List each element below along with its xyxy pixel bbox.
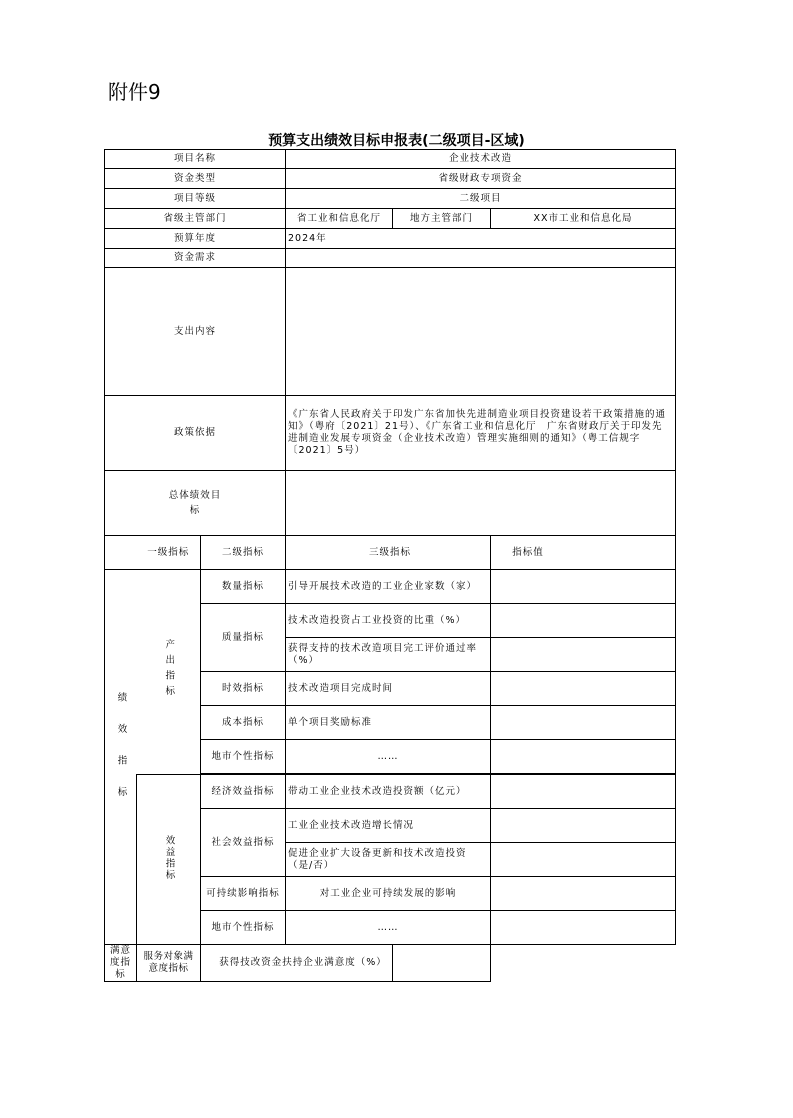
- local-supervisor-value: XX市工业和信息化局: [491, 209, 676, 229]
- output-local-item-1: ……: [286, 740, 491, 774]
- social-value-2: [491, 843, 676, 877]
- project-name-label: 项目名称: [105, 150, 286, 169]
- sustainable-label: 可持续影响指标: [201, 877, 286, 911]
- table-row: [105, 249, 676, 268]
- economic-value-1: [491, 775, 676, 809]
- project-level-value: 二级项目: [286, 189, 676, 209]
- timeliness-value-1: [491, 672, 676, 706]
- policy-value: 《广东省人民政府关于印发广东省加快先进制造业项目投资建设若干政策措施的通知》（粤府〔2021〕21号）、《广东省工业和信息化厅 广东省财政厅关于印发先进制造业发展专项资金（企业技术改造）管理实施细则的通知》（粤工信规字〔2021〕5号）: [286, 396, 676, 471]
- budget-year-value: 2024年: [286, 229, 676, 249]
- benefit-local-item-1: ……: [286, 911, 491, 945]
- benefit-label: 效益指标: [137, 775, 201, 945]
- attachment-label: 附件9: [108, 80, 161, 104]
- output-local-label: 地市个性指标: [201, 740, 286, 774]
- quantity-item-1: 引导开展技术改造的工业企业家数（家）: [286, 570, 491, 604]
- table-row: [105, 268, 676, 396]
- project-level-label: 项目等级: [105, 189, 286, 209]
- overall-goal-value: [286, 471, 676, 536]
- timeliness-item-1: 技术改造项目完成时间: [286, 672, 491, 706]
- expenditure-value: [286, 268, 676, 396]
- social-item-2: 促进企业扩大设备更新和技术改造投资（是/否）: [286, 843, 491, 877]
- output-label: 产出指标: [137, 570, 201, 775]
- social-value-1: [491, 809, 676, 843]
- table-row: [105, 775, 676, 809]
- cost-label: 成本指标: [201, 706, 286, 740]
- quality-value-1: [491, 604, 676, 638]
- page-title: 预算支出绩效目标申报表(二级项目-区域): [268, 133, 525, 149]
- social-label: 社会效益指标: [201, 809, 286, 877]
- quality-item-2: 获得支持的技术改造项目完工评价通过率（%）: [286, 638, 491, 672]
- expenditure-label: 支出内容: [105, 268, 286, 396]
- table-row: [105, 169, 676, 189]
- table-row: [105, 209, 676, 229]
- table-row: [105, 471, 676, 536]
- sustainable-value-1: [491, 877, 676, 911]
- fund-type-value: 省级财政专项资金: [286, 169, 676, 189]
- satisfaction-label: 满意度指标: [105, 945, 137, 982]
- sustainable-item-1: 对工业企业可持续发展的影响: [286, 877, 491, 911]
- table-row: [105, 536, 676, 570]
- benefit-local-value-1: [491, 911, 676, 945]
- budget-year-label: 预算年度: [105, 229, 286, 249]
- table-row: [105, 189, 676, 209]
- service-satisfaction-value-1: [393, 945, 491, 982]
- table-row: [105, 396, 676, 471]
- cost-value-1: [491, 706, 676, 740]
- quality-item-1: 技术改造投资占工业投资的比重（%）: [286, 604, 491, 638]
- fund-demand-value: [286, 249, 676, 268]
- header-level2: 二级指标: [201, 536, 286, 570]
- fund-demand-label: 资金需求: [105, 249, 286, 268]
- social-item-1: 工业企业技术改造增长情况: [286, 809, 491, 843]
- economic-item-1: 带动工业企业技术改造投资额（亿元）: [286, 775, 491, 809]
- header-level1: 一级指标: [137, 536, 201, 570]
- cost-item-1: 单个项目奖励标准: [286, 706, 491, 740]
- performance-label: 绩效指标: [105, 570, 137, 945]
- service-satisfaction-label: 服务对象满意度指标: [137, 945, 201, 982]
- output-local-value-1: [491, 740, 676, 774]
- project-name-value: 企业技术改造: [286, 150, 676, 169]
- performance-form-table: [104, 149, 676, 982]
- quality-label: 质量指标: [201, 604, 286, 672]
- fund-type-label: 资金类型: [105, 169, 286, 189]
- economic-label: 经济效益指标: [201, 775, 286, 809]
- policy-label: 政策依据: [105, 396, 286, 471]
- supervisor-label: 省级主管部门: [105, 209, 286, 229]
- table-row: [105, 229, 676, 249]
- overall-goal-label: 总体绩效目标: [105, 471, 286, 536]
- local-supervisor-label: 地方主管部门: [393, 209, 491, 229]
- table-row: [105, 570, 676, 604]
- supervisor-value: 省工业和信息化厅: [286, 209, 393, 229]
- header-level3: 三级指标: [286, 536, 491, 570]
- quantity-label: 数量指标: [201, 570, 286, 604]
- quantity-value-1: [491, 570, 676, 604]
- header-value: 指标值: [491, 536, 676, 570]
- table-row: [105, 945, 676, 982]
- service-satisfaction-item-1: 获得技改资金扶持企业满意度（%）: [201, 945, 393, 982]
- benefit-local-label: 地市个性指标: [201, 911, 286, 945]
- header-spacer: [105, 536, 137, 570]
- table-row: [105, 150, 676, 169]
- quality-value-2: [491, 638, 676, 672]
- timeliness-label: 时效指标: [201, 672, 286, 706]
